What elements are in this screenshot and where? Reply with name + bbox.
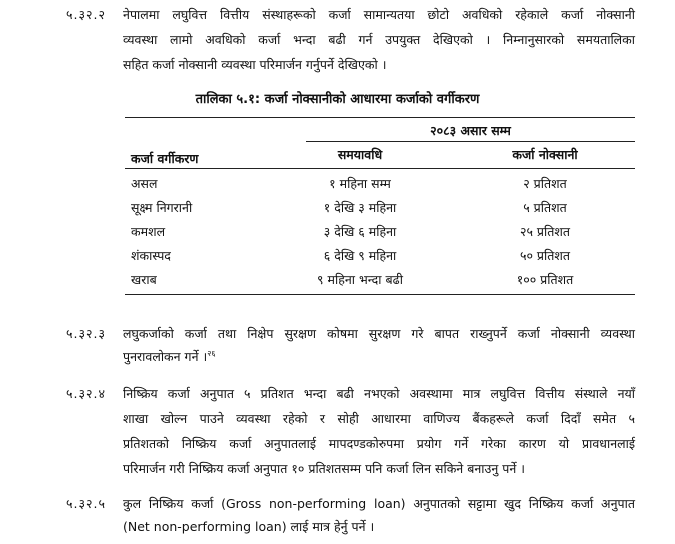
paragraph-line-text: पुनरावलोकन गर्ने । bbox=[123, 349, 208, 365]
paragraph-line: परिमार्जन गरी निष्क्रिय कर्जा अनुपात १० प्रतिशतसम्म पनि कर्जा लिन सकिने बनाउनु पर्ने । bbox=[123, 461, 526, 476]
paragraph-line: कुल निष्क्रिय कर्जा (Gross non-performing loan) अनुपातको सट्टामा खुद निष्क्रिय कर्जा अनुपात bbox=[123, 496, 635, 511]
table-cell: २५ प्रतिशत bbox=[519, 224, 571, 239]
table-header-rule bbox=[125, 168, 635, 169]
paragraph-line: व्यवस्था लामो अवधिको कर्जा भन्दा बढी गर्न उपयुक्त देखिएको । निम्नानुसारको समयतालिका bbox=[123, 32, 635, 47]
paragraph-number: ५.३२.४ bbox=[66, 386, 106, 401]
paragraph-line: सहित कर्जा नोक्सानी व्यवस्था परिमार्जन गर्नुपर्ने देखिएको । bbox=[123, 57, 387, 72]
table-cell: १ महिना सम्म bbox=[329, 176, 391, 191]
table-title: तालिका ५.१: कर्जा नोक्सानीको आधारमा कर्जाको वर्गीकरण bbox=[195, 92, 480, 107]
paragraph-line: नेपालमा लघुवित्त वित्तीय संस्थाहरूको कर्जा सामान्यतया छोटो अवधिको रहेकाले कर्जा नोक्सानी bbox=[123, 7, 635, 22]
paragraph-line: लघुकर्जाको कर्जा तथा निक्षेप सुरक्षण कोषमा सुरक्षण गरे बापत राख्नुपर्ने कर्जा नोक्सानी व्यवस्था bbox=[123, 326, 635, 341]
table-cell: २ प्रतिशत bbox=[523, 176, 567, 191]
paragraph-line: शाखा खोल्न पाउने व्यवस्था रहेको र सोही आधारमा वाणिज्य बैंकहरूले कर्जा दिदाँ समेत ५ bbox=[123, 411, 635, 426]
paragraph-line: प्रतिशतको निष्क्रिय कर्जा अनुपातलाई मापदण्डकोरुपमा प्रयोग गर्ने गरेका कारण यो प्रावधानलाई bbox=[123, 436, 635, 451]
table-cell: ३ देखि ६ महिना bbox=[323, 224, 397, 239]
table-header-provision: कर्जा नोक्सानी bbox=[512, 147, 578, 162]
table-header-classification: कर्जा वर्गीकरण bbox=[131, 151, 199, 166]
table-cell: १ देखि ३ महिना bbox=[323, 200, 397, 215]
table-group-header: २०८३ असार सम्म bbox=[430, 123, 511, 138]
table-cell: १०० प्रतिशत bbox=[516, 272, 574, 287]
table-cell: ९ महिना भन्दा बढी bbox=[317, 272, 403, 287]
paragraph-line: निष्क्रिय कर्जा अनुपात ५ प्रतिशत भन्दा बढी नभएको अवस्थामा मात्र लघुवित्त वित्तीय संस्थाले नयाँ bbox=[123, 386, 635, 401]
footnote-marker: २६ bbox=[207, 349, 216, 358]
table-cell: कमशल bbox=[131, 224, 166, 239]
table-cell: सूक्ष्म निगरानी bbox=[131, 200, 193, 215]
table-cell: ६ देखि ९ महिना bbox=[323, 248, 397, 263]
table-cell: ५० प्रतिशत bbox=[519, 248, 571, 263]
table-top-rule bbox=[125, 117, 635, 118]
table-cell: असल bbox=[131, 176, 158, 191]
paragraph-line bbox=[123, 348, 216, 365]
table-cell: ५ प्रतिशत bbox=[523, 200, 567, 215]
paragraph-number: ५.३२.२ bbox=[66, 7, 106, 22]
paragraph-number: ५.३२.३ bbox=[66, 326, 106, 341]
table-cell: खराब bbox=[131, 272, 157, 287]
table-bottom-rule bbox=[125, 294, 635, 295]
table-cell: शंकास्पद bbox=[131, 248, 171, 263]
paragraph-line: (Net non-performing loan) लाई मात्र हेर्नु पर्ने । bbox=[123, 519, 375, 534]
table-subheader-rule bbox=[306, 141, 635, 142]
table-header-period: समयावधि bbox=[337, 147, 383, 162]
paragraph-number: ५.३२.५ bbox=[66, 496, 106, 511]
